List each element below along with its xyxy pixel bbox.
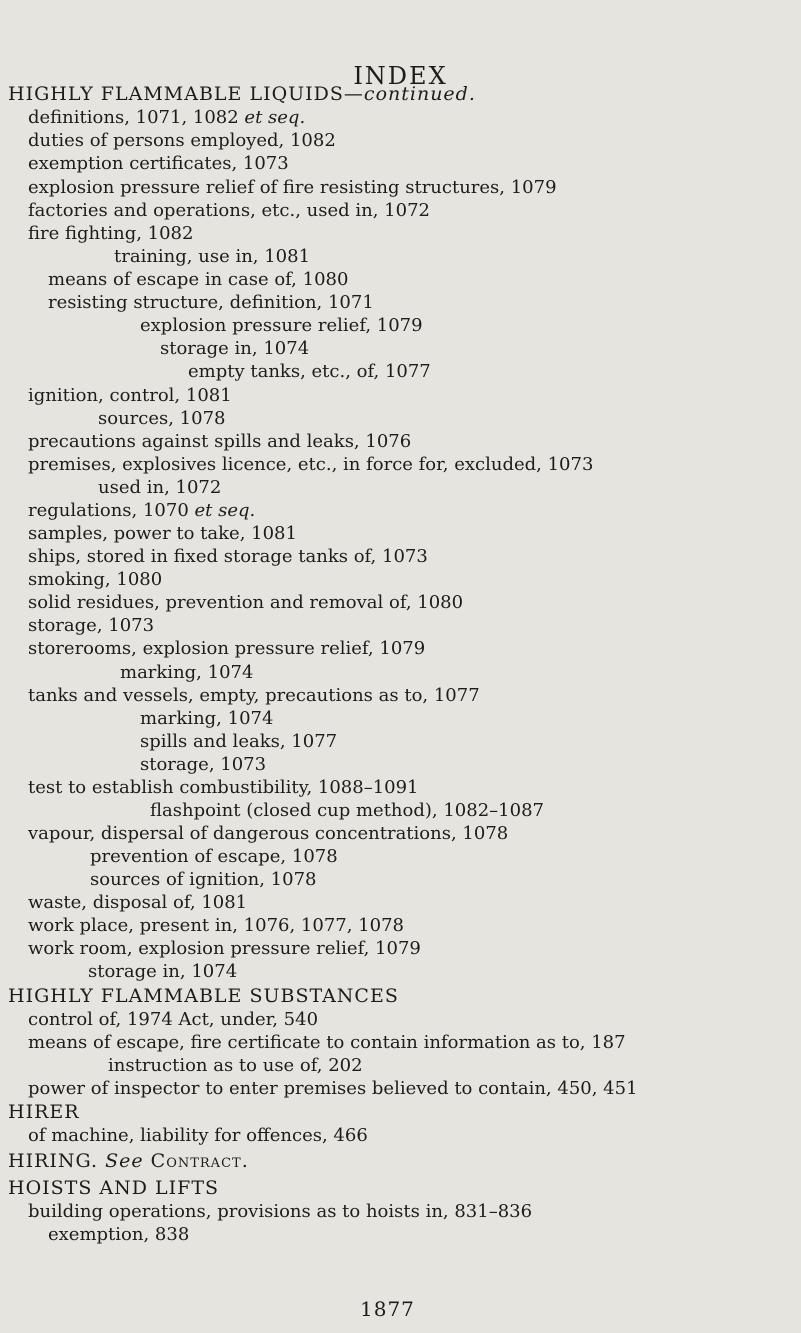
index-line: marking, 1074 (140, 708, 274, 729)
index-line: definitions, 1071, 1082 et seq. (28, 107, 306, 128)
index-line: HIRING. See Contract. (8, 1150, 249, 1172)
index-line: work room, explosion pressure relief, 1079 (28, 938, 421, 959)
index-line: work place, present in, 1076, 1077, 1078 (28, 915, 404, 936)
index-line: spills and leaks, 1077 (140, 731, 338, 752)
index-line: marking, 1074 (120, 662, 254, 683)
index-line: waste, disposal of, 1081 (28, 892, 248, 913)
index-line: solid residues, prevention and removal of, 1080 (28, 592, 464, 613)
index-line: explosion pressure relief of fire resisting structures, 1079 (28, 177, 557, 198)
index-line: fire fighting, 1082 (28, 223, 194, 244)
index-line: storage, 1073 (28, 615, 155, 636)
index-line: power of inspector to enter premises believed to contain, 450, 451 (28, 1078, 638, 1099)
index-line: precautions against spills and leaks, 1076 (28, 431, 412, 452)
index-line: storage, 1073 (140, 754, 267, 775)
index-line: HIRER (8, 1101, 80, 1123)
index-line: exemption, 838 (48, 1224, 190, 1245)
index-line: premises, explosives licence, etc., in force for, excluded, 1073 (28, 454, 594, 475)
index-line: prevention of escape, 1078 (90, 846, 338, 867)
index-line: ignition, control, 1081 (28, 385, 232, 406)
index-line: sources of ignition, 1078 (90, 869, 317, 890)
index-line: storage in, 1074 (88, 961, 238, 982)
index-line: building operations, provisions as to hoists in, 831–836 (28, 1201, 533, 1222)
index-line: means of escape, fire certificate to contain information as to, 187 (28, 1032, 626, 1053)
index-line: test to establish combustibility, 1088–1091 (28, 777, 419, 798)
index-line: used in, 1072 (98, 477, 222, 498)
index-line: exemption certificates, 1073 (28, 153, 289, 174)
index-line: means of escape in case of, 1080 (48, 269, 349, 290)
index-line: sources, 1078 (98, 408, 226, 429)
cross-ref: Contract. (150, 1150, 249, 1172)
index-line: ships, stored in fixed storage tanks of, 1073 (28, 546, 428, 567)
index-line: instruction as to use of, 202 (108, 1055, 363, 1076)
index-line: storage in, 1074 (160, 338, 310, 359)
index-line: resisting structure, definition, 1071 (48, 292, 374, 313)
index-line: training, use in, 1081 (114, 246, 311, 267)
index-line: storerooms, explosion pressure relief, 1079 (28, 638, 426, 659)
page-number: 1877 (360, 1297, 415, 1321)
index-line: flashpoint (closed cup method), 1082–1087 (150, 800, 544, 821)
index-line: samples, power to take, 1081 (28, 523, 297, 544)
index-line: regulations, 1070 et seq. (28, 500, 256, 521)
index-line: tanks and vessels, empty, precautions as to, 1077 (28, 685, 480, 706)
index-line: control of, 1974 Act, under, 540 (28, 1009, 319, 1030)
index-line: smoking, 1080 (28, 569, 163, 590)
index-line: duties of persons employed, 1082 (28, 130, 336, 151)
index-line: explosion pressure relief, 1079 (140, 315, 423, 336)
index-line: HIGHLY FLAMMABLE SUBSTANCES (8, 985, 399, 1007)
page-title: INDEX (353, 62, 448, 90)
index-line: empty tanks, etc., of, 1077 (188, 361, 431, 382)
index-line: HOISTS AND LIFTS (8, 1177, 220, 1199)
index-line: vapour, dispersal of dangerous concentrations, 1078 (28, 823, 509, 844)
index-line: factories and operations, etc., used in, 1072 (28, 200, 430, 221)
index-line: of machine, liability for offences, 466 (28, 1125, 368, 1146)
index-line: HIGHLY FLAMMABLE LIQUIDS—continued. (8, 83, 476, 105)
